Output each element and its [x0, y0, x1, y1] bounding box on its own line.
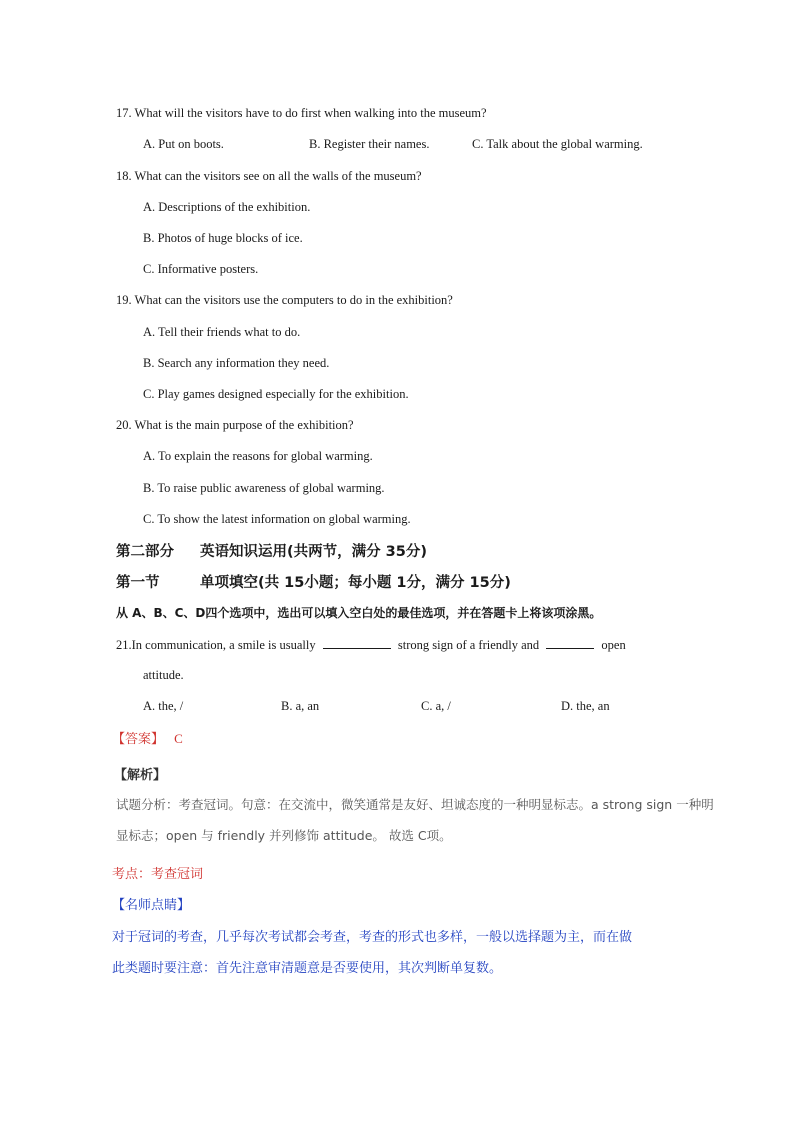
- question-21-part-3: open: [601, 638, 626, 652]
- question-18-option-a: A. Descriptions of the exhibition.: [143, 200, 311, 214]
- question-17-stem: 17. What will the visitors have to do first when walking into the museum?: [116, 106, 487, 120]
- teacher-tip-label: 【名师点睛】: [112, 898, 191, 913]
- question-20-option-c: C. To show the latest information on global warming.: [143, 512, 411, 526]
- section-one-label: 第一节: [116, 575, 160, 591]
- analysis-line-2: 显标志；open 与 friendly 并列修饰 attitude。 故选 C项。: [116, 828, 452, 843]
- part-two-heading: [116, 540, 427, 561]
- question-21-option-d: D. the, an: [561, 699, 610, 713]
- question-17-option-a: A. Put on boots.: [143, 137, 224, 151]
- question-18-option-c: C. Informative posters.: [143, 262, 259, 276]
- question-20-option-a: A. To explain the reasons for global warming.: [143, 449, 373, 463]
- question-20-option-b: B. To raise public awareness of global warming.: [143, 481, 385, 495]
- question-21-blank-1: [323, 636, 391, 649]
- question-18-option-b: B. Photos of huge blocks of ice.: [143, 231, 303, 245]
- question-17-option-b: B. Register their names.: [309, 137, 430, 151]
- question-20-stem: 20. What is the main purpose of the exhibition?: [116, 418, 354, 432]
- section-one-heading: [116, 571, 511, 592]
- question-21-part-1: 21.In communication, a smile is usually: [116, 638, 316, 652]
- question-17-option-c: C. Talk about the global warming.: [472, 137, 643, 151]
- question-21-blank-2: [546, 636, 594, 649]
- question-19-option-b: B. Search any information they need.: [143, 356, 330, 370]
- question-21-option-c: C. a, /: [421, 699, 451, 713]
- question-21-stem: [116, 636, 626, 653]
- answer-value: C: [174, 731, 183, 746]
- part-two-label: 第二部分: [116, 544, 174, 560]
- instruction-text: 从 A、B、C、D四个选项中，选出可以填入空白处的最佳选项，并在答题卡上将该项涂黑。: [116, 606, 602, 620]
- part-two-title: 英语知识运用(共两节，满分 35分): [200, 544, 427, 560]
- exam-point: 考点：考查冠词: [112, 867, 204, 882]
- question-19-stem: 19. What can the visitors use the computers to do in the exhibition?: [116, 293, 453, 307]
- analysis-label: 【解析】: [114, 768, 167, 783]
- answer-line: [112, 728, 183, 747]
- question-21-option-b: B. a, an: [281, 699, 320, 713]
- question-18-stem: 18. What can the visitors see on all the walls of the museum?: [116, 169, 422, 183]
- question-21-option-a: A. the, /: [143, 699, 184, 713]
- question-21-continuation: attitude.: [143, 668, 184, 682]
- teacher-tip-line-1: 对于冠词的考查，几乎每次考试都会考查，考查的形式也多样，一般以选择题为主，而在做: [112, 930, 633, 945]
- question-19-option-c: C. Play games designed especially for the exhibition.: [143, 387, 409, 401]
- analysis-line-1: 试题分析：考查冠词。句意：在交流中，微笑通常是友好、坦诚态度的一种明显标志。a strong sign 一种明: [116, 797, 714, 812]
- answer-label: 【答案】: [112, 732, 165, 747]
- question-21-part-2: strong sign of a friendly and: [397, 638, 540, 652]
- teacher-tip-line-2: 此类题时要注意：首先注意审清题意是否要使用，其次判断单复数。: [112, 961, 503, 976]
- section-one-title: 单项填空(共 15小题；每小题 1分，满分 15分): [200, 575, 511, 591]
- question-19-option-a: A. Tell their friends what to do.: [143, 325, 301, 339]
